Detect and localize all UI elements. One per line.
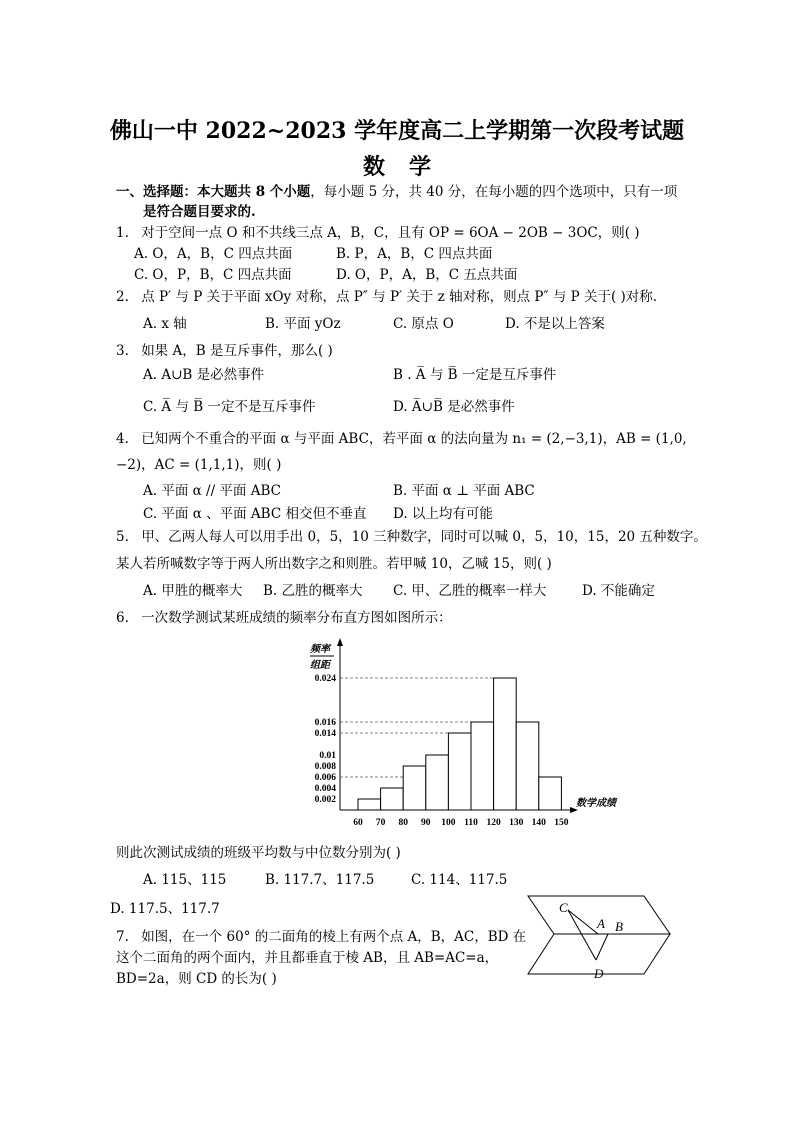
option-5d: D. 不能确定 [582, 583, 655, 599]
option-3b: B . A̅ 与 B̅ 一定是互斥事件 [393, 367, 557, 383]
x-tick-label: 120 [486, 818, 501, 828]
question-stem: 已知两个不重合的平面 α 与平面 ABC，若平面 α 的法向量为 n₁ = (2,−3,1)，AB = (1,0, [141, 431, 687, 447]
histogram-bar [448, 733, 471, 810]
question-5 [116, 528, 707, 546]
option-3d: D. A̅∪B̅ 是必然事件 [393, 399, 515, 415]
section-bold: 本大题共 8 个小题 [197, 184, 311, 200]
question-stem: 如图，在一个 60° 的二面角的棱上有两个点 A，B，AC，BD 在 [141, 929, 527, 945]
y-tick-label: 0.004 [314, 784, 336, 794]
option-1d: D. O，P，A，B，C 五点共面 [336, 267, 518, 283]
histogram-bar [358, 799, 381, 810]
question-3 [116, 342, 333, 360]
option-2a: A. x 轴 [143, 316, 187, 332]
y-tick-label: 0.006 [314, 773, 336, 783]
question-5-line2: 某人若所喊数字等于两人所出数字之和则胜。若甲喊 10，乙喊 15，则( ) [116, 556, 552, 572]
x-tick-label: 100 [441, 818, 456, 828]
option-5a: A. 甲胜的概率大 [143, 583, 243, 599]
x-tick-label: 150 [554, 818, 569, 828]
y-tick-label: 0.01 [319, 751, 336, 761]
section-rest: ，每小题 5 分，共 40 分，在每小题的四个选项中，只有一项 [310, 184, 678, 200]
question-number: 2. [116, 289, 129, 305]
question-stem: 如果 A，B 是互斥事件，那么( ) [141, 343, 333, 359]
chart-group [310, 638, 618, 828]
section-prefix: 一、选择题： [116, 184, 197, 200]
option-4d: D. 以上均有可能 [393, 506, 493, 522]
question-7 [116, 928, 526, 946]
option-6b: B. 117.7、117.5 [265, 872, 375, 888]
segment-cd [568, 910, 596, 960]
x-tick-label: 140 [531, 818, 546, 828]
question-number: 7. [116, 929, 129, 945]
y-axis-arrow [337, 638, 343, 646]
histogram-bar [539, 777, 562, 810]
histogram-bar [494, 678, 517, 810]
y-tick-label: 0.024 [314, 674, 336, 684]
question-stem: 甲、乙两人每人可以用手出 0，5，10 三种数字，同时可以喊 0，5，10，15，20 五种数字。 [141, 529, 707, 545]
y-axis-label-top: 频率 [310, 644, 330, 655]
label-c: C [559, 900, 568, 915]
x-tick-label: 90 [421, 818, 431, 828]
option-6a: A. 115、115 [143, 872, 227, 888]
x-tick-label: 130 [509, 818, 524, 828]
x-tick-label: 80 [398, 818, 408, 828]
question-2 [116, 288, 657, 306]
option-5c: C. 甲、乙胜的概率一样大 [393, 583, 547, 599]
label-b: B [615, 919, 623, 934]
option-6c: C. 114、117.5 [411, 872, 508, 888]
x-axis-label: 数学成绩 [576, 798, 616, 809]
question-number: 4. [116, 431, 129, 447]
segment-bd [596, 934, 608, 960]
question-4 [116, 430, 687, 448]
question-7-line2: 这个二面角的两个面内，并且都垂直于棱 AB，且 AB=AC=a， [116, 950, 499, 966]
option-2b: B. 平面 yOz [265, 316, 341, 332]
option-5b: B. 乙胜的概率大 [263, 583, 363, 599]
x-tick-label: 70 [375, 818, 386, 828]
question-6-line2: 则此次测试成绩的班级平均数与中位数分别为( ) [116, 845, 401, 861]
histogram-bar [403, 766, 426, 810]
question-stem: 一次数学测试某班成绩的频率分布直方图如图所示： [141, 610, 452, 626]
question-stem: 点 P′ 与 P 关于平面 xOy 对称，点 P″ 与 P′ 关于 z 轴对称，则点 P″ 与 P 关于( )对称. [141, 289, 658, 305]
histogram-bar [381, 788, 404, 810]
option-3c: C. A̅ 与 B̅ 一定不是互斥事件 [143, 399, 316, 415]
section-heading-line2: 是符合题目要求的. [143, 204, 256, 220]
y-tick-label: 0.008 [314, 762, 336, 772]
option-4a: A. 平面 α // 平面 ABC [143, 483, 281, 499]
question-number: 5. [116, 529, 129, 545]
question-number: 1. [116, 225, 129, 241]
question-stem: 对于空间一点 O 和不共线三点 A，B，C，且有 OP = 6OA − 2OB − 3OC，则( ) [141, 225, 640, 241]
option-1a: A. O，A，B，C 四点共面 [134, 246, 293, 262]
histogram-bar [471, 722, 494, 810]
option-2c: C. 原点 O [393, 316, 454, 332]
dihedral-angle-figure [524, 892, 674, 987]
histogram-bar [516, 722, 539, 810]
paper-title: 佛山一中 2022~2023 学年度高二上学期第一次段考试题 [109, 118, 685, 144]
question-6 [116, 609, 452, 627]
y-tick-label: 0.014 [314, 729, 336, 739]
question-1 [116, 224, 640, 242]
y-tick-label: 0.016 [314, 718, 336, 728]
question-number: 3. [116, 343, 129, 359]
option-6d: D. 117.5、117.7 [110, 901, 220, 917]
option-1b: B. P，A，B，C 四点共面 [336, 246, 493, 262]
y-axis-label-bottom: 组距 [310, 660, 330, 671]
x-tick-label: 110 [464, 818, 478, 828]
label-d: D [594, 966, 604, 981]
subject-title: 数学 [362, 154, 455, 180]
option-2d: D. 不是以上答案 [505, 316, 605, 332]
question-7-line3: BD=2a，则 CD 的长为( ) [116, 971, 277, 987]
x-tick-label: 60 [353, 818, 363, 828]
histogram-chart [270, 632, 640, 838]
section-heading [116, 180, 677, 200]
question-4-line2: −2)，AC = (1,1,1)，则( ) [116, 457, 282, 473]
y-tick-label: 0.002 [314, 795, 336, 805]
segment-ca [568, 910, 598, 934]
option-4c: C. 平面 α 、平面 ABC 相交但不垂直 [143, 506, 367, 522]
label-a: A [597, 916, 605, 931]
question-number: 6. [116, 610, 129, 626]
histogram-bar [426, 755, 449, 810]
option-4b: B. 平面 α ⊥ 平面 ABC [393, 483, 535, 499]
option-3a: A. A∪B 是必然事件 [143, 367, 265, 383]
option-1c: C. O，P，B，C 四点共面 [134, 267, 292, 283]
